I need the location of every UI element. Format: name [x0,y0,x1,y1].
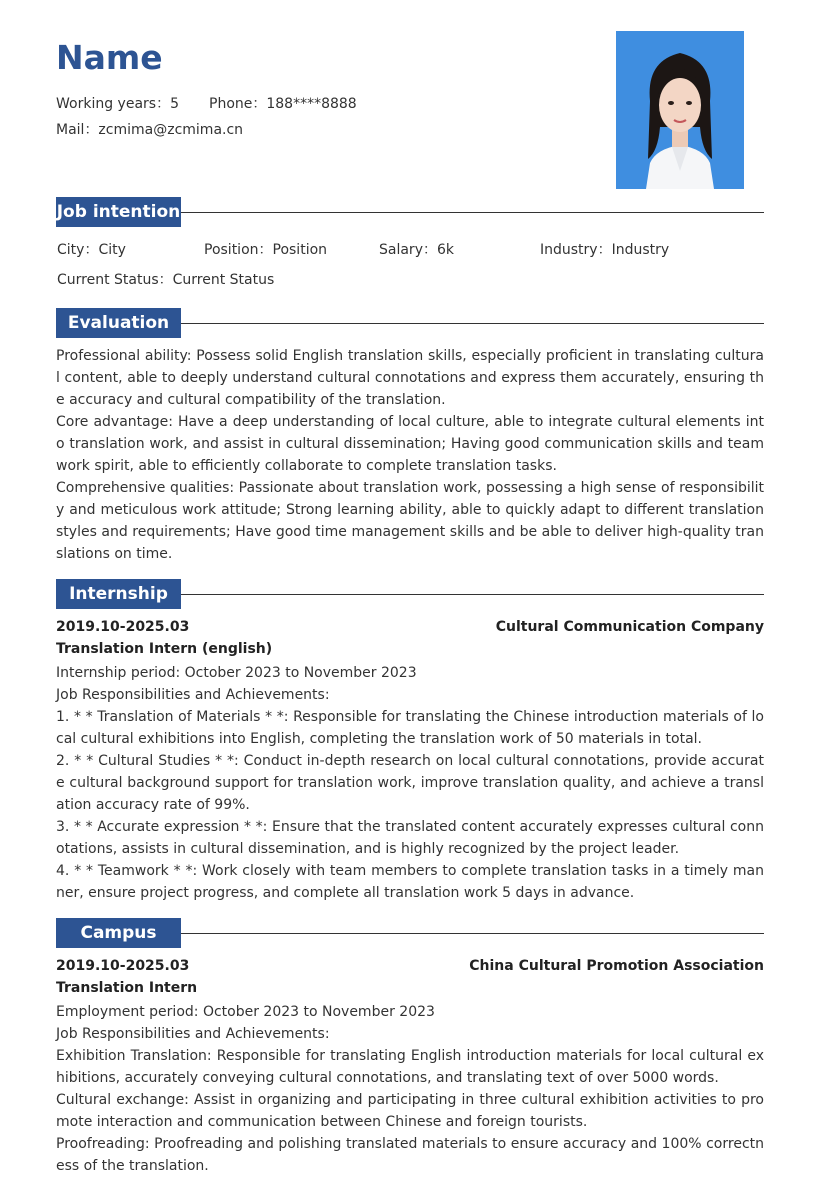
contact-line-1 [56,94,357,114]
internship-item: 3. * * Accurate expression * *: Ensure that the translated content accurately expresses cultural connotations, assists in cultural dissemination, and is highly recognized by the project leader. [56,819,764,857]
profile-photo [616,31,744,189]
campus-item: Proofreading: Proofreading and polishing translated materials to ensure accuracy and 100% correctness of the translation. [56,1136,764,1174]
evaluation-header [56,308,764,338]
section-divider [181,323,764,324]
internship-item: 4. * * Teamwork * *: Work closely with team members to complete translation tasks in a timely manner, ensure project progress, and complete all translation work 5 days in advance. [56,863,764,901]
campus-responsibilities-title: Job Responsibilities and Achievements: [56,1026,330,1042]
intention-status: Current Status：Current Status [57,272,275,288]
internship-item: 2. * * Cultural Studies * *: Conduct in-depth research on local cultural connotations, provide accurate cultural background support for translation work, improve translation quality, and achieve a translation accuracy rate of 99%. [56,753,764,813]
campus-row [56,956,764,976]
phone: Phone：188****8888 [209,96,357,112]
internship-role: Translation Intern (english) [56,641,273,657]
evaluation-core: Core advantage: Have a deep understanding of local culture, able to integrate cultural elements into translation work, and assist in cultural dissemination; Having good communication skills and teamwork spirit, able to efficiently collaborate to complete translation tasks. [56,414,764,474]
internship-item: 1. * * Translation of Materials * *: Responsible for translating the Chinese introduction materials of local cultural exhibitions into English, completing the translation work of 50 materials in total. [56,709,764,747]
internship-company: Cultural Communication Company [495,619,764,635]
campus-organization: China Cultural Promotion Association [469,958,764,974]
evaluation-comprehensive: Comprehensive qualities: Passionate about translation work, possessing a high sense of responsibility and meticulous work attitude; Strong learning ability, able to quickly adapt to different translation styles and requirements; Have good time management skills and be able to deliver high-quality translations on time. [56,480,764,562]
section-divider [181,212,764,213]
campus-item: Exhibition Translation: Responsible for translating English introduction materials for local cultural exhibitions, accurately conveying cultural connotations, and translating text of over 5000 words. [56,1048,764,1086]
section-title: Evaluation [56,308,181,338]
campus-period: Employment period: October 2023 to November 2023 [56,1004,435,1020]
internship-date: 2019.10-2025.03 [56,619,190,635]
job-intention-header [56,197,764,227]
working-years: Working years：5 [56,96,179,112]
campus-role: Translation Intern [56,980,198,996]
intention-city: City：City [57,242,126,258]
evaluation-professional: Professional ability: Possess solid English translation skills, especially proficient in translating cultural content, able to deeply understand cultural connotations and express them accurately, ensuring the accuracy and cultural compatibility of the translation. [56,348,764,408]
intention-salary: Salary：6k [379,242,454,258]
campus-item: Cultural exchange: Assist in organizing and participating in three cultural exhibition activities to promote interaction and communication between Chinese and foreign tourists. [56,1092,764,1130]
internship-period: Internship period: October 2023 to November 2023 [56,665,417,681]
candidate-name: Name [56,38,163,77]
mail: Mail：zcmima@zcmima.cn [56,122,244,138]
section-title: Campus [56,918,181,948]
section-divider [181,933,764,934]
campus-date: 2019.10-2025.03 [56,958,190,974]
internship-row [56,617,764,637]
section-title: Internship [56,579,181,609]
internship-header [56,579,764,609]
campus-header [56,918,764,948]
internship-responsibilities-title: Job Responsibilities and Achievements: [56,687,330,703]
section-title: Job intention [56,197,181,227]
intention-position: Position：Position [204,242,328,258]
section-divider [181,594,764,595]
intention-industry: Industry：Industry [540,242,670,258]
portrait-illustration [616,31,744,189]
